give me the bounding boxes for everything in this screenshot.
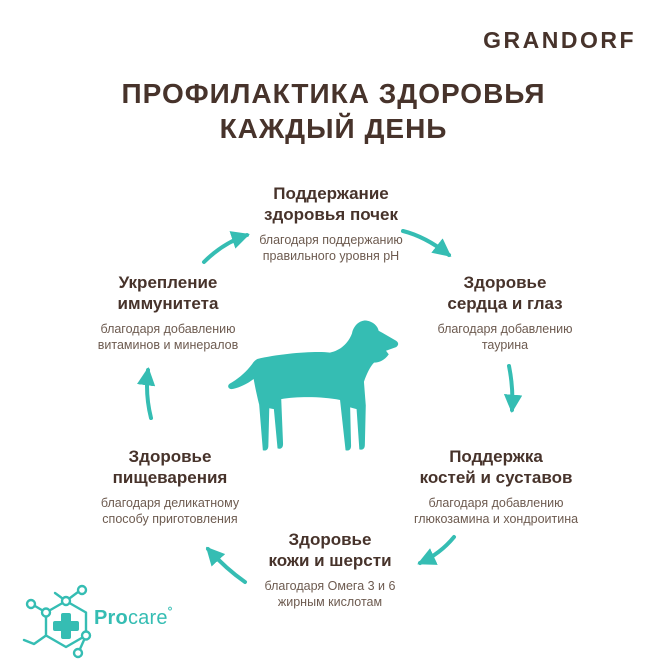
node-title-line: Поддержка: [449, 447, 543, 466]
node-desc-line: витаминов и минералов: [97, 338, 239, 352]
node-title-line: Здоровье: [128, 447, 212, 466]
node-title: [50, 446, 290, 488]
node-title: [210, 529, 450, 571]
node-desc-line: глюкозамина и хондроитина: [413, 512, 579, 526]
node-title-line: костей и суставов: [419, 468, 573, 487]
node-desc-line: благодаря добавлению: [100, 322, 236, 336]
node-title-line: пищеварения: [112, 468, 228, 487]
procare-logo-light: care: [127, 607, 168, 629]
page-title-line2: КАЖДЫЙ ДЕНЬ: [219, 113, 448, 144]
node-title: [48, 272, 288, 314]
node-title-line: Здоровье: [288, 530, 372, 549]
node-description: [211, 232, 451, 264]
node-desc-line: благодаря Омега 3 и 6: [264, 579, 396, 593]
node-desc-line: жирным кислотам: [277, 595, 383, 609]
node-description: [48, 321, 288, 353]
procare-logo-text: [94, 604, 173, 630]
node-desc-line: способу приготовления: [102, 512, 238, 526]
procare-degree-mark: °: [167, 604, 173, 618]
node-title-line: Укрепление: [118, 273, 218, 292]
procare-logo-bold: Pro: [94, 607, 128, 629]
node-title: [385, 272, 625, 314]
page-title-line1: ПРОФИЛАКТИКА ЗДОРОВЬЯ: [121, 78, 546, 109]
page-title: [0, 76, 667, 146]
node-title: [211, 183, 451, 225]
node-digestion-health: [50, 446, 290, 527]
node-desc-line: благодаря деликатному: [100, 496, 240, 510]
arrow-digestion-to-immunity: [147, 370, 151, 418]
node-desc-line: благодаря добавлению: [437, 322, 573, 336]
node-description: [376, 495, 616, 527]
node-title-line: здоровья почек: [264, 205, 398, 224]
node-immunity-strengthening: [48, 272, 288, 353]
node-description: [50, 495, 290, 527]
node-title-line: Поддержание: [273, 184, 389, 203]
node-title-line: сердца и глаз: [447, 294, 563, 313]
node-description: [210, 578, 450, 610]
node-desc-line: благодаря добавлению: [428, 496, 564, 510]
node-title: [376, 446, 616, 488]
arrow-heart-to-bones: [509, 366, 512, 410]
node-title-line: кожи и шерсти: [268, 551, 392, 570]
node-title-line: иммунитета: [117, 294, 219, 313]
node-title-line: Здоровье: [463, 273, 547, 292]
node-desc-line: таурина: [481, 338, 529, 352]
node-desc-line: правильного уровня pH: [262, 249, 400, 263]
node-heart-eye-health: [385, 272, 625, 353]
node-skin-coat-health: [210, 529, 450, 610]
node-description: [385, 321, 625, 353]
node-desc-line: благодаря поддержанию: [259, 233, 403, 247]
brand-logo: GRANDORF: [483, 27, 636, 53]
node-bone-joint-support: [376, 446, 616, 527]
node-kidney-health: [211, 183, 451, 264]
